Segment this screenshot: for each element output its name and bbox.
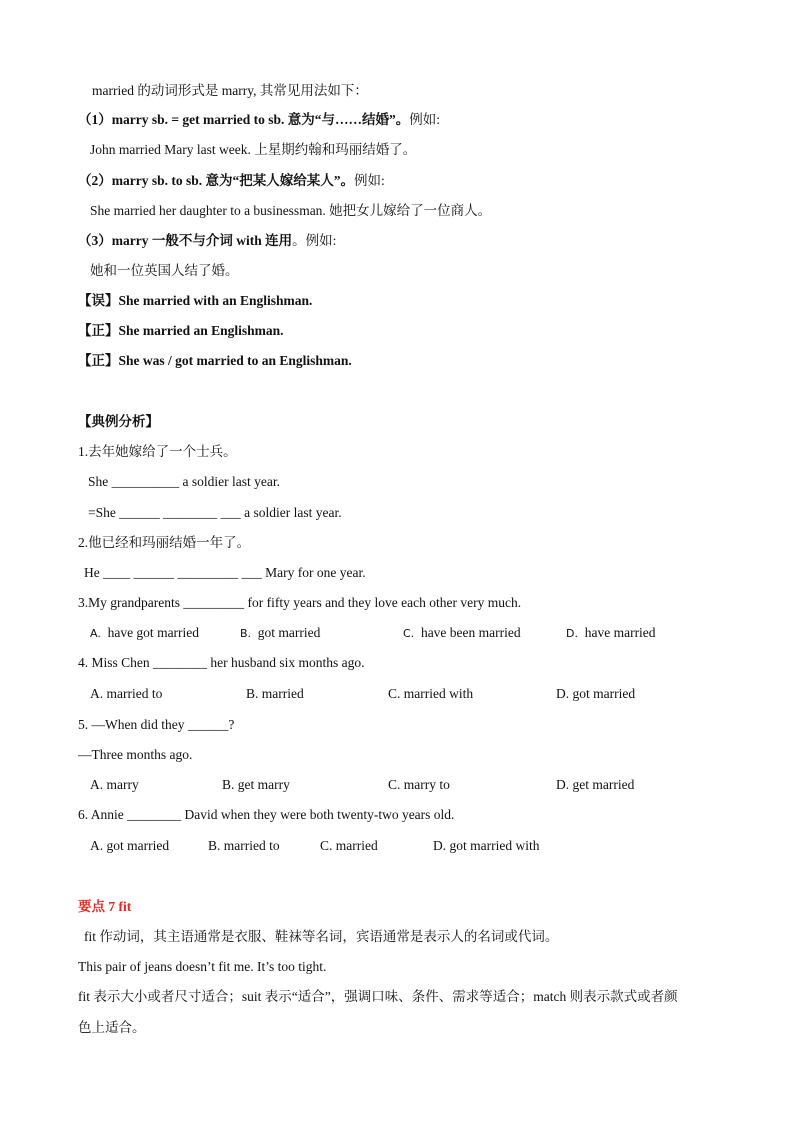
usage-rule-text: （1）marry sb. = get married to sb. 意为“与……结婚”。 — [78, 112, 410, 127]
usage-rule-tail: 例如: — [354, 173, 385, 188]
q5-option-a: A. marry — [90, 777, 139, 792]
q1-blank-b: =She ______ ________ ___ a soldier last year. — [88, 505, 342, 520]
usage-example-2: She married her daughter to a businessman. 她把女儿嫁给了一位商人。 — [90, 203, 492, 218]
q3-option-b — [240, 624, 320, 643]
q3-option-c — [403, 624, 521, 643]
q2-blank: He ____ ______ _________ ___ Mary for one year. — [84, 565, 366, 580]
q4-option-c: C. married with — [388, 686, 474, 701]
intro-line: married 的动词形式是 marry, 其常见用法如下： — [92, 83, 368, 98]
usage-rule-3 — [78, 232, 336, 250]
q6-option-d: D. got married with — [433, 838, 540, 853]
q3-option-d — [566, 624, 656, 643]
q4-option-d: D. got married — [556, 686, 636, 701]
point7-para-1: fit 作动词，其主语通常是衣服、鞋袜等名词，宾语通常是表示人的名词或代词。 — [84, 929, 559, 944]
point7-para-3a: fit 表示大小或者尺寸适合；suit 表示“适合”，强调口味、条件、需求等适合；match 则表示款式或者颜 — [78, 989, 678, 1004]
option-letter: B. — [240, 627, 252, 640]
correction-right-2: 【正】She was / got married to an Englishman. — [78, 353, 352, 368]
correction-wrong: 【误】She married with an Englishman. — [78, 293, 313, 308]
q5-option-c: C. marry to — [388, 777, 450, 792]
point7-para-2: This pair of jeans doesn’t fit me. It’s too tight. — [78, 959, 327, 974]
q6-stem: 6. Annie ________ David when they were both twenty-two years old. — [78, 807, 455, 822]
q3-stem: 3.My grandparents _________ for fifty years and they love each other very much. — [78, 595, 522, 610]
usage-rule-text: （3）marry 一般不与介词 with 连用 — [78, 233, 293, 248]
option-text: got married — [257, 625, 321, 640]
usage-rule-1 — [78, 111, 440, 129]
q5-option-d: D. get married — [556, 777, 635, 792]
q4-option-b: B. married — [246, 686, 304, 701]
usage-rule-tail: 。例如: — [292, 233, 337, 248]
q5-option-b: B. get marry — [222, 777, 290, 792]
option-text: have been married — [420, 625, 521, 640]
q4-stem: 4. Miss Chen ________ her husband six months ago. — [78, 655, 365, 670]
q1-blank-a: She __________ a soldier last year. — [88, 474, 280, 489]
option-letter: D. — [566, 627, 578, 640]
q6-option-c: C. married — [320, 838, 378, 853]
usage-example-3: 她和一位英国人结了婚。 — [90, 263, 239, 278]
section-title: 【典例分析】 — [78, 414, 159, 429]
option-letter: A. — [90, 627, 101, 640]
usage-example-1: John married Mary last week. 上星期约翰和玛丽结婚了。 — [90, 142, 417, 157]
option-letter: C. — [403, 627, 415, 640]
q5-stem: 5. —When did they ______? — [78, 717, 235, 732]
correction-right-1: 【正】She married an Englishman. — [78, 323, 284, 338]
usage-rule-text: （2）marry sb. to sb. 意为“把某人嫁给某人”。 — [78, 173, 354, 188]
q6-option-a: A. got married — [90, 838, 170, 853]
option-text: have married — [584, 625, 656, 640]
point7-title: 要点 7 fit — [78, 899, 132, 914]
q6-option-b: B. married to — [208, 838, 280, 853]
q4-option-a: A. married to — [90, 686, 163, 701]
q3-option-a — [90, 624, 199, 643]
q2-stem: 2.他已经和玛丽结婚一年了。 — [78, 535, 251, 550]
option-text: have got married — [107, 625, 200, 640]
usage-rule-2 — [78, 172, 385, 190]
q1-stem: 1.去年她嫁给了一个士兵。 — [78, 444, 237, 459]
usage-rule-tail: 例如: — [409, 112, 441, 127]
q5-answer: —Three months ago. — [78, 747, 193, 762]
point7-para-3b: 色上适合。 — [78, 1020, 146, 1035]
